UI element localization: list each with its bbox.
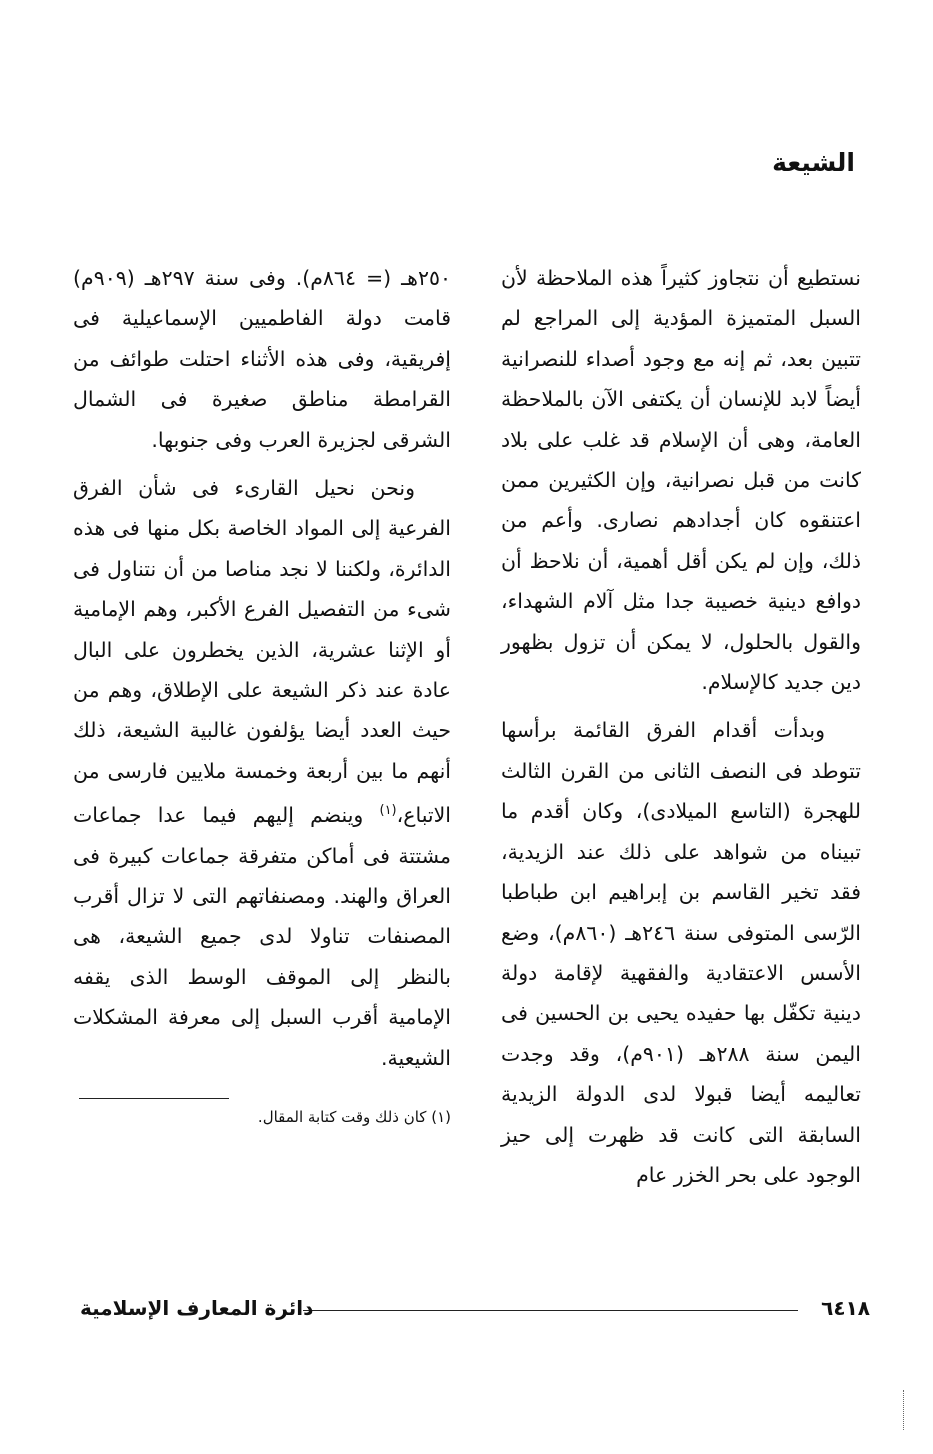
paragraph: وبدأت أقدام الفرق القائمة برأسها تتوطد فى النصف الثانى من القرن الثالث للهجرة (التاسع الميلادى)، وكان أقدم ما تبيناه من شواهد على ذلك عند الزيدية، فقد تخير القاسم بن إبراهيم ابن طباطبا الرّسى المتوفى سنة ٢٤٦هـ (٨٦٠م)، وضع الأسس الاعتقادية والفقهية لإقامة دولة دينية تكفّل بها حفيده يحيى بن الحسين فى اليمن سنة ٢٨٨هـ (٩٠١م)، وقد وجدت تعاليمه أيضا قبولا لدى الدولة الزيدية السابقة التى كانت قد ظهرت إلى حيز الوجود على بحر الخزر عام [501,718,861,1187]
running-header-title: الشيعة [772,148,855,177]
paragraph-text: ونحن نحيل القارىء فى شأن الفرق الفرعية إلى المواد الخاصة بكل منها فى هذه الدائرة، ولكننا لا نجد مناصا من أن نتناول فى شىء من التفصيل الفرع الأكبر، وهم الإمامية أو الإثنا عشرية، الذين يخطرون على البال عادة عند ذكر الشيعة على الإطلاق، وهم من حيث العدد أيضا يؤلفون غالبية الشيعة، ذلك أنهم ما بين أربعة وخمسة ملايين فارسى من الاتباع، [73,476,451,828]
paragraph: نستطيع أن نتجاوز كثيراً هذه الملاحظة لأن السبل المتميزة المؤدية إلى المراجع لم تتبين بعد، ثم إنه مع وجود أصداء للنصرانية أيضاً لابد للإنسان أن يكتفى الآن بالملاحظة العامة، وهى أن الإسلام قد غلب على بلاد كانت من قبل نصرانية، وإن الكثيرين ممن اعتنقوه كان أجدادهم نصارى. وأعم من ذلك، وإن لم يكن أقل أهمية، أن نلاحظ أن دوافع دينية خصيبة جدا مثل آلام الشهداء، والقول بالحلول، لا يمكن أن تزول بظهور دين جديد كالإسلام. [501,266,861,695]
scan-margin-mark [903,1390,904,1430]
text-column-left [73,258,451,1129]
journal-title: دائرة المعارف الإسلامية [80,1296,314,1320]
text-column-right [501,258,861,1195]
paragraph-text: وينضم إليهم فيما عدا جماعات مشتتة فى أماكن متفرقة جماعات كبيرة فى العراق والهند. ومصنفاتهم التى لا تزال أقرب المصنفات تناولا لدى جميع الشيعة، هى بالنظر إلى الموقف الوسط الذى يقفه الإمامية أقرب السبل إلى معرفة المشكلات الشيعية. [73,803,451,1070]
page-footer [80,1296,870,1326]
footer-divider [303,1310,798,1311]
paragraph: ٢٥٠هـ (= ٨٦٤م). وفى سنة ٢٩٧هـ (٩٠٩م) قامت دولة الفاطميين الإسماعيلية فى إفريقية، وفى هذه الأثناء احتلت طوائف من القرامطة مناطق صغيرة فى الشمال الشرقى لجزيرة العرب وفى جنوبها. [73,266,451,452]
footnote: (١) كان ذلك وقت كتابة المقال. [257,1107,451,1126]
page-number: ٦٤١٨ [821,1296,870,1320]
footnote-divider [79,1098,229,1099]
paragraph [73,468,451,1078]
footnote-reference: (١) [379,803,397,819]
